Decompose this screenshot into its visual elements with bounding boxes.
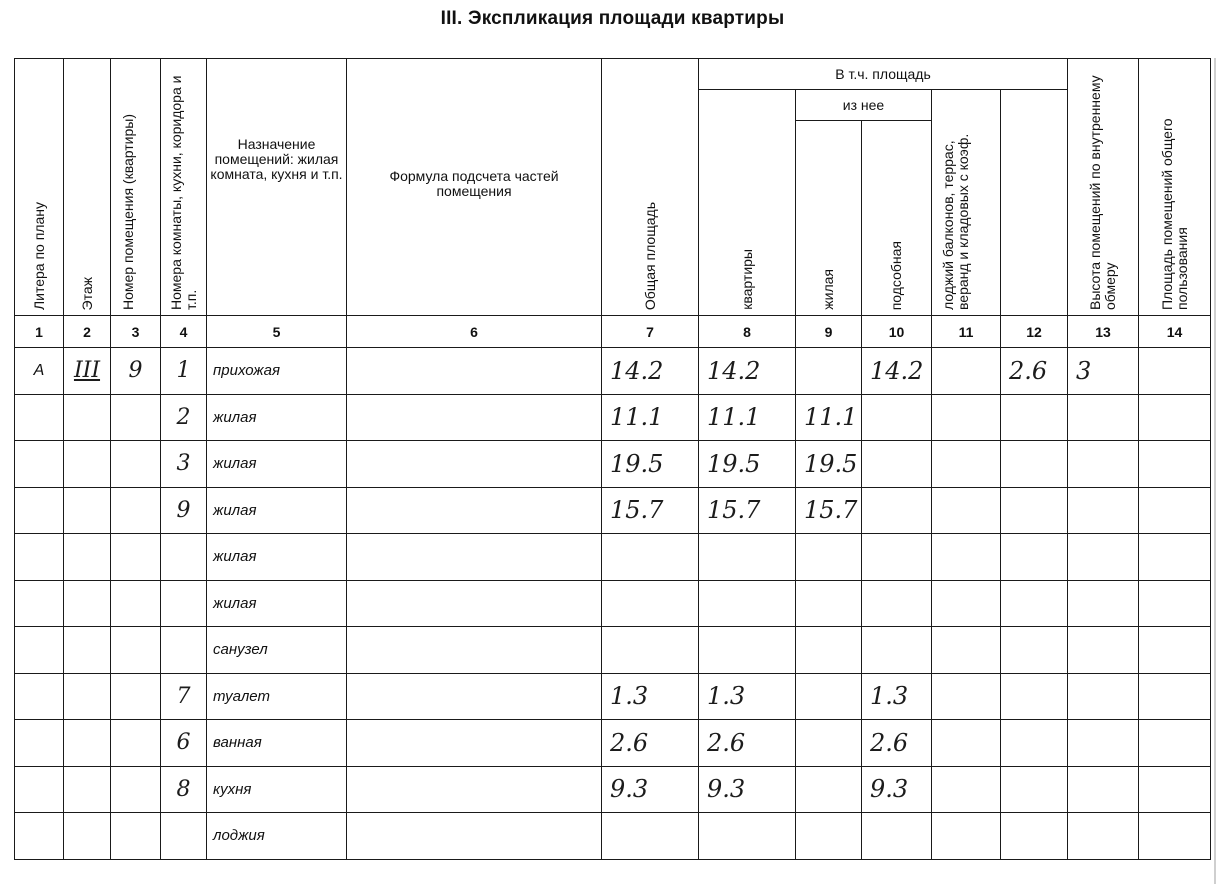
column-number: 2	[64, 316, 111, 348]
room-number-cell: 7	[161, 673, 207, 720]
common-area-cell	[1068, 813, 1139, 860]
table-row	[15, 394, 1211, 441]
unauthorized-area-cell	[1139, 766, 1211, 813]
floor-cell: III	[64, 348, 111, 395]
common-area-cell	[1068, 441, 1139, 488]
common-area-cell	[1068, 580, 1139, 627]
table-row	[15, 627, 1211, 674]
apartment-number-cell	[111, 394, 161, 441]
header-height: Высота помещений по внутреннему обмеру	[1068, 59, 1139, 316]
formula-cell	[347, 720, 602, 767]
living-area-cell	[796, 580, 862, 627]
height-cell	[1001, 580, 1068, 627]
unauthorized-area-cell	[1139, 673, 1211, 720]
living-area-cell	[796, 534, 862, 581]
formula-cell	[347, 813, 602, 860]
total-area-cell: 2.6	[602, 720, 699, 767]
living-area-cell	[796, 627, 862, 674]
header-of-which: из нее	[796, 90, 932, 121]
litera-cell: А	[15, 348, 64, 395]
common-area-cell	[1068, 673, 1139, 720]
height-cell	[1001, 813, 1068, 860]
table-row	[15, 720, 1211, 767]
room-number-cell: 1	[161, 348, 207, 395]
litera-cell	[15, 627, 64, 674]
apartment-area-cell	[699, 627, 796, 674]
formula-cell	[347, 766, 602, 813]
litera-cell	[15, 441, 64, 488]
apartment-area-cell: 14.2	[699, 348, 796, 395]
auxiliary-area-cell	[862, 441, 932, 488]
auxiliary-area-cell: 1.3	[862, 673, 932, 720]
purpose-cell: жилая	[207, 487, 347, 534]
column-number: 5	[207, 316, 347, 348]
room-number-cell	[161, 627, 207, 674]
loggia-area-cell	[932, 348, 1001, 395]
common-area-cell: 3	[1068, 348, 1139, 395]
loggia-area-cell	[932, 534, 1001, 581]
room-number-cell: 3	[161, 441, 207, 488]
room-number-cell: 9	[161, 487, 207, 534]
header-purpose: Назначение помещений: жилая комната, кухня и т.п.	[207, 59, 347, 316]
header-total-area: Общая площадь	[602, 59, 699, 316]
floor-cell	[64, 534, 111, 581]
room-number-cell	[161, 534, 207, 581]
floor-cell	[64, 766, 111, 813]
room-number-cell	[161, 813, 207, 860]
auxiliary-area-cell	[862, 487, 932, 534]
column-number: 9	[796, 316, 862, 348]
floor-cell	[64, 441, 111, 488]
floor-cell	[64, 673, 111, 720]
apartment-number-cell	[111, 487, 161, 534]
purpose-cell: жилая	[207, 394, 347, 441]
loggia-area-cell	[932, 627, 1001, 674]
explication-table	[14, 58, 1211, 860]
header-living-area: жилая	[796, 121, 862, 316]
loggia-area-cell	[932, 394, 1001, 441]
apartment-area-cell	[699, 534, 796, 581]
living-area-cell	[796, 813, 862, 860]
page-edge-divider	[1214, 58, 1216, 884]
total-area-cell: 9.3	[602, 766, 699, 813]
purpose-cell: прихожая	[207, 348, 347, 395]
apartment-number-cell: 9	[111, 348, 161, 395]
apartment-area-cell	[699, 580, 796, 627]
room-number-cell: 2	[161, 394, 207, 441]
total-area-cell: 1.3	[602, 673, 699, 720]
header-loggia-area: лоджий балконов, террас, веранд и кладовых с коэф.	[932, 90, 1001, 316]
table-row	[15, 441, 1211, 488]
living-area-cell: 11.1	[796, 394, 862, 441]
apartment-number-cell	[111, 627, 161, 674]
common-area-cell	[1068, 627, 1139, 674]
apartment-area-cell: 15.7	[699, 487, 796, 534]
total-area-cell	[602, 627, 699, 674]
purpose-cell: санузел	[207, 627, 347, 674]
column-number: 3	[111, 316, 161, 348]
apartment-area-cell: 19.5	[699, 441, 796, 488]
table-row	[15, 534, 1211, 581]
document-title: III. Экспликация площади квартиры	[440, 8, 785, 29]
header-floor: Этаж	[64, 59, 111, 316]
formula-cell	[347, 348, 602, 395]
common-area-cell	[1068, 394, 1139, 441]
room-number-cell: 8	[161, 766, 207, 813]
apartment-area-cell	[699, 813, 796, 860]
apartment-area-cell: 1.3	[699, 673, 796, 720]
living-area-cell	[796, 720, 862, 767]
living-area-cell	[796, 673, 862, 720]
apartment-area-cell: 2.6	[699, 720, 796, 767]
header-common-area: Площадь помещений общего пользования	[1139, 59, 1211, 316]
total-area-cell: 15.7	[602, 487, 699, 534]
height-cell: 2.6	[1001, 348, 1068, 395]
auxiliary-area-cell: 2.6	[862, 720, 932, 767]
unauthorized-area-cell	[1139, 487, 1211, 534]
loggia-area-cell	[932, 673, 1001, 720]
header-row-1	[15, 59, 1211, 90]
unauthorized-area-cell	[1139, 348, 1211, 395]
column-number: 11	[932, 316, 1001, 348]
total-area-cell: 19.5	[602, 441, 699, 488]
table-row	[15, 766, 1211, 813]
room-rows	[15, 348, 1211, 860]
table-row	[15, 348, 1211, 395]
common-area-cell	[1068, 766, 1139, 813]
header-litera: Литера по плану	[15, 59, 64, 316]
purpose-cell: лоджия	[207, 813, 347, 860]
auxiliary-area-cell: 14.2	[862, 348, 932, 395]
loggia-area-cell	[932, 766, 1001, 813]
total-area-cell	[602, 580, 699, 627]
header-apartment-number: Номер помещения (квартиры)	[111, 59, 161, 316]
total-area-cell	[602, 534, 699, 581]
apartment-number-cell	[111, 720, 161, 767]
unauthorized-area-cell	[1139, 720, 1211, 767]
floor-cell	[64, 813, 111, 860]
apartment-number-cell	[111, 766, 161, 813]
auxiliary-area-cell	[862, 580, 932, 627]
litera-cell	[15, 534, 64, 581]
table-row	[15, 487, 1211, 534]
auxiliary-area-cell	[862, 627, 932, 674]
apartment-number-cell	[111, 673, 161, 720]
column-number: 8	[699, 316, 796, 348]
living-area-cell: 19.5	[796, 441, 862, 488]
purpose-cell: жилая	[207, 534, 347, 581]
column-number: 10	[862, 316, 932, 348]
height-cell	[1001, 534, 1068, 581]
column-number: 6	[347, 316, 602, 348]
column-number: 14	[1139, 316, 1211, 348]
formula-cell	[347, 627, 602, 674]
purpose-cell: жилая	[207, 580, 347, 627]
total-area-cell: 11.1	[602, 394, 699, 441]
formula-cell	[347, 673, 602, 720]
header-formula: Формула подсчета частей помещения	[347, 59, 602, 316]
table-row	[15, 673, 1211, 720]
height-cell	[1001, 394, 1068, 441]
height-cell	[1001, 766, 1068, 813]
unauthorized-area-cell	[1139, 441, 1211, 488]
height-cell	[1001, 441, 1068, 488]
litera-cell	[15, 766, 64, 813]
column-number-row	[15, 316, 1211, 348]
header-apartment-area: квартиры	[699, 90, 796, 316]
common-area-cell	[1068, 534, 1139, 581]
auxiliary-area-cell	[862, 813, 932, 860]
unauthorized-area-cell	[1139, 394, 1211, 441]
formula-cell	[347, 487, 602, 534]
total-area-cell	[602, 813, 699, 860]
auxiliary-area-cell	[862, 534, 932, 581]
column-number: 7	[602, 316, 699, 348]
floor-cell	[64, 580, 111, 627]
purpose-cell: кухня	[207, 766, 347, 813]
litera-cell	[15, 394, 64, 441]
living-area-cell	[796, 766, 862, 813]
unauthorized-area-cell	[1139, 534, 1211, 581]
common-area-cell	[1068, 487, 1139, 534]
total-area-cell: 14.2	[602, 348, 699, 395]
formula-cell	[347, 441, 602, 488]
litera-cell	[15, 813, 64, 860]
height-cell	[1001, 720, 1068, 767]
header-room-number: Номера комнаты, кухни, коридора и т.п.	[161, 59, 207, 316]
litera-cell	[15, 673, 64, 720]
height-cell	[1001, 487, 1068, 534]
common-area-cell	[1068, 720, 1139, 767]
floor-cell	[64, 487, 111, 534]
column-number: 1	[15, 316, 64, 348]
apartment-number-cell	[111, 813, 161, 860]
apartment-number-cell	[111, 441, 161, 488]
table-row	[15, 813, 1211, 860]
formula-cell	[347, 394, 602, 441]
purpose-cell: ванная	[207, 720, 347, 767]
room-number-cell	[161, 580, 207, 627]
header-including-area: В т.ч. площадь	[699, 59, 1068, 90]
height-cell	[1001, 627, 1068, 674]
column-number: 13	[1068, 316, 1139, 348]
unauthorized-area-cell	[1139, 813, 1211, 860]
apartment-area-cell: 9.3	[699, 766, 796, 813]
auxiliary-area-cell	[862, 394, 932, 441]
floor-cell	[64, 627, 111, 674]
room-number-cell: 6	[161, 720, 207, 767]
litera-cell	[15, 720, 64, 767]
loggia-area-cell	[932, 487, 1001, 534]
purpose-cell: туалет	[207, 673, 347, 720]
living-area-cell: 15.7	[796, 487, 862, 534]
loggia-area-cell	[932, 720, 1001, 767]
header-auxiliary-area: подсобная	[862, 121, 932, 316]
litera-cell	[15, 487, 64, 534]
apartment-area-cell: 11.1	[699, 394, 796, 441]
column-number: 4	[161, 316, 207, 348]
purpose-cell: жилая	[207, 441, 347, 488]
apartment-number-cell	[111, 580, 161, 627]
floor-cell	[64, 394, 111, 441]
unauthorized-area-cell	[1139, 580, 1211, 627]
living-area-cell	[796, 348, 862, 395]
apartment-number-cell	[111, 534, 161, 581]
height-cell	[1001, 673, 1068, 720]
litera-cell	[15, 580, 64, 627]
unauthorized-area-cell	[1139, 627, 1211, 674]
column-number: 12	[1001, 316, 1068, 348]
formula-cell	[347, 580, 602, 627]
loggia-area-cell	[932, 813, 1001, 860]
loggia-area-cell	[932, 580, 1001, 627]
formula-cell	[347, 534, 602, 581]
auxiliary-area-cell: 9.3	[862, 766, 932, 813]
floor-cell	[64, 720, 111, 767]
loggia-area-cell	[932, 441, 1001, 488]
table-row	[15, 580, 1211, 627]
